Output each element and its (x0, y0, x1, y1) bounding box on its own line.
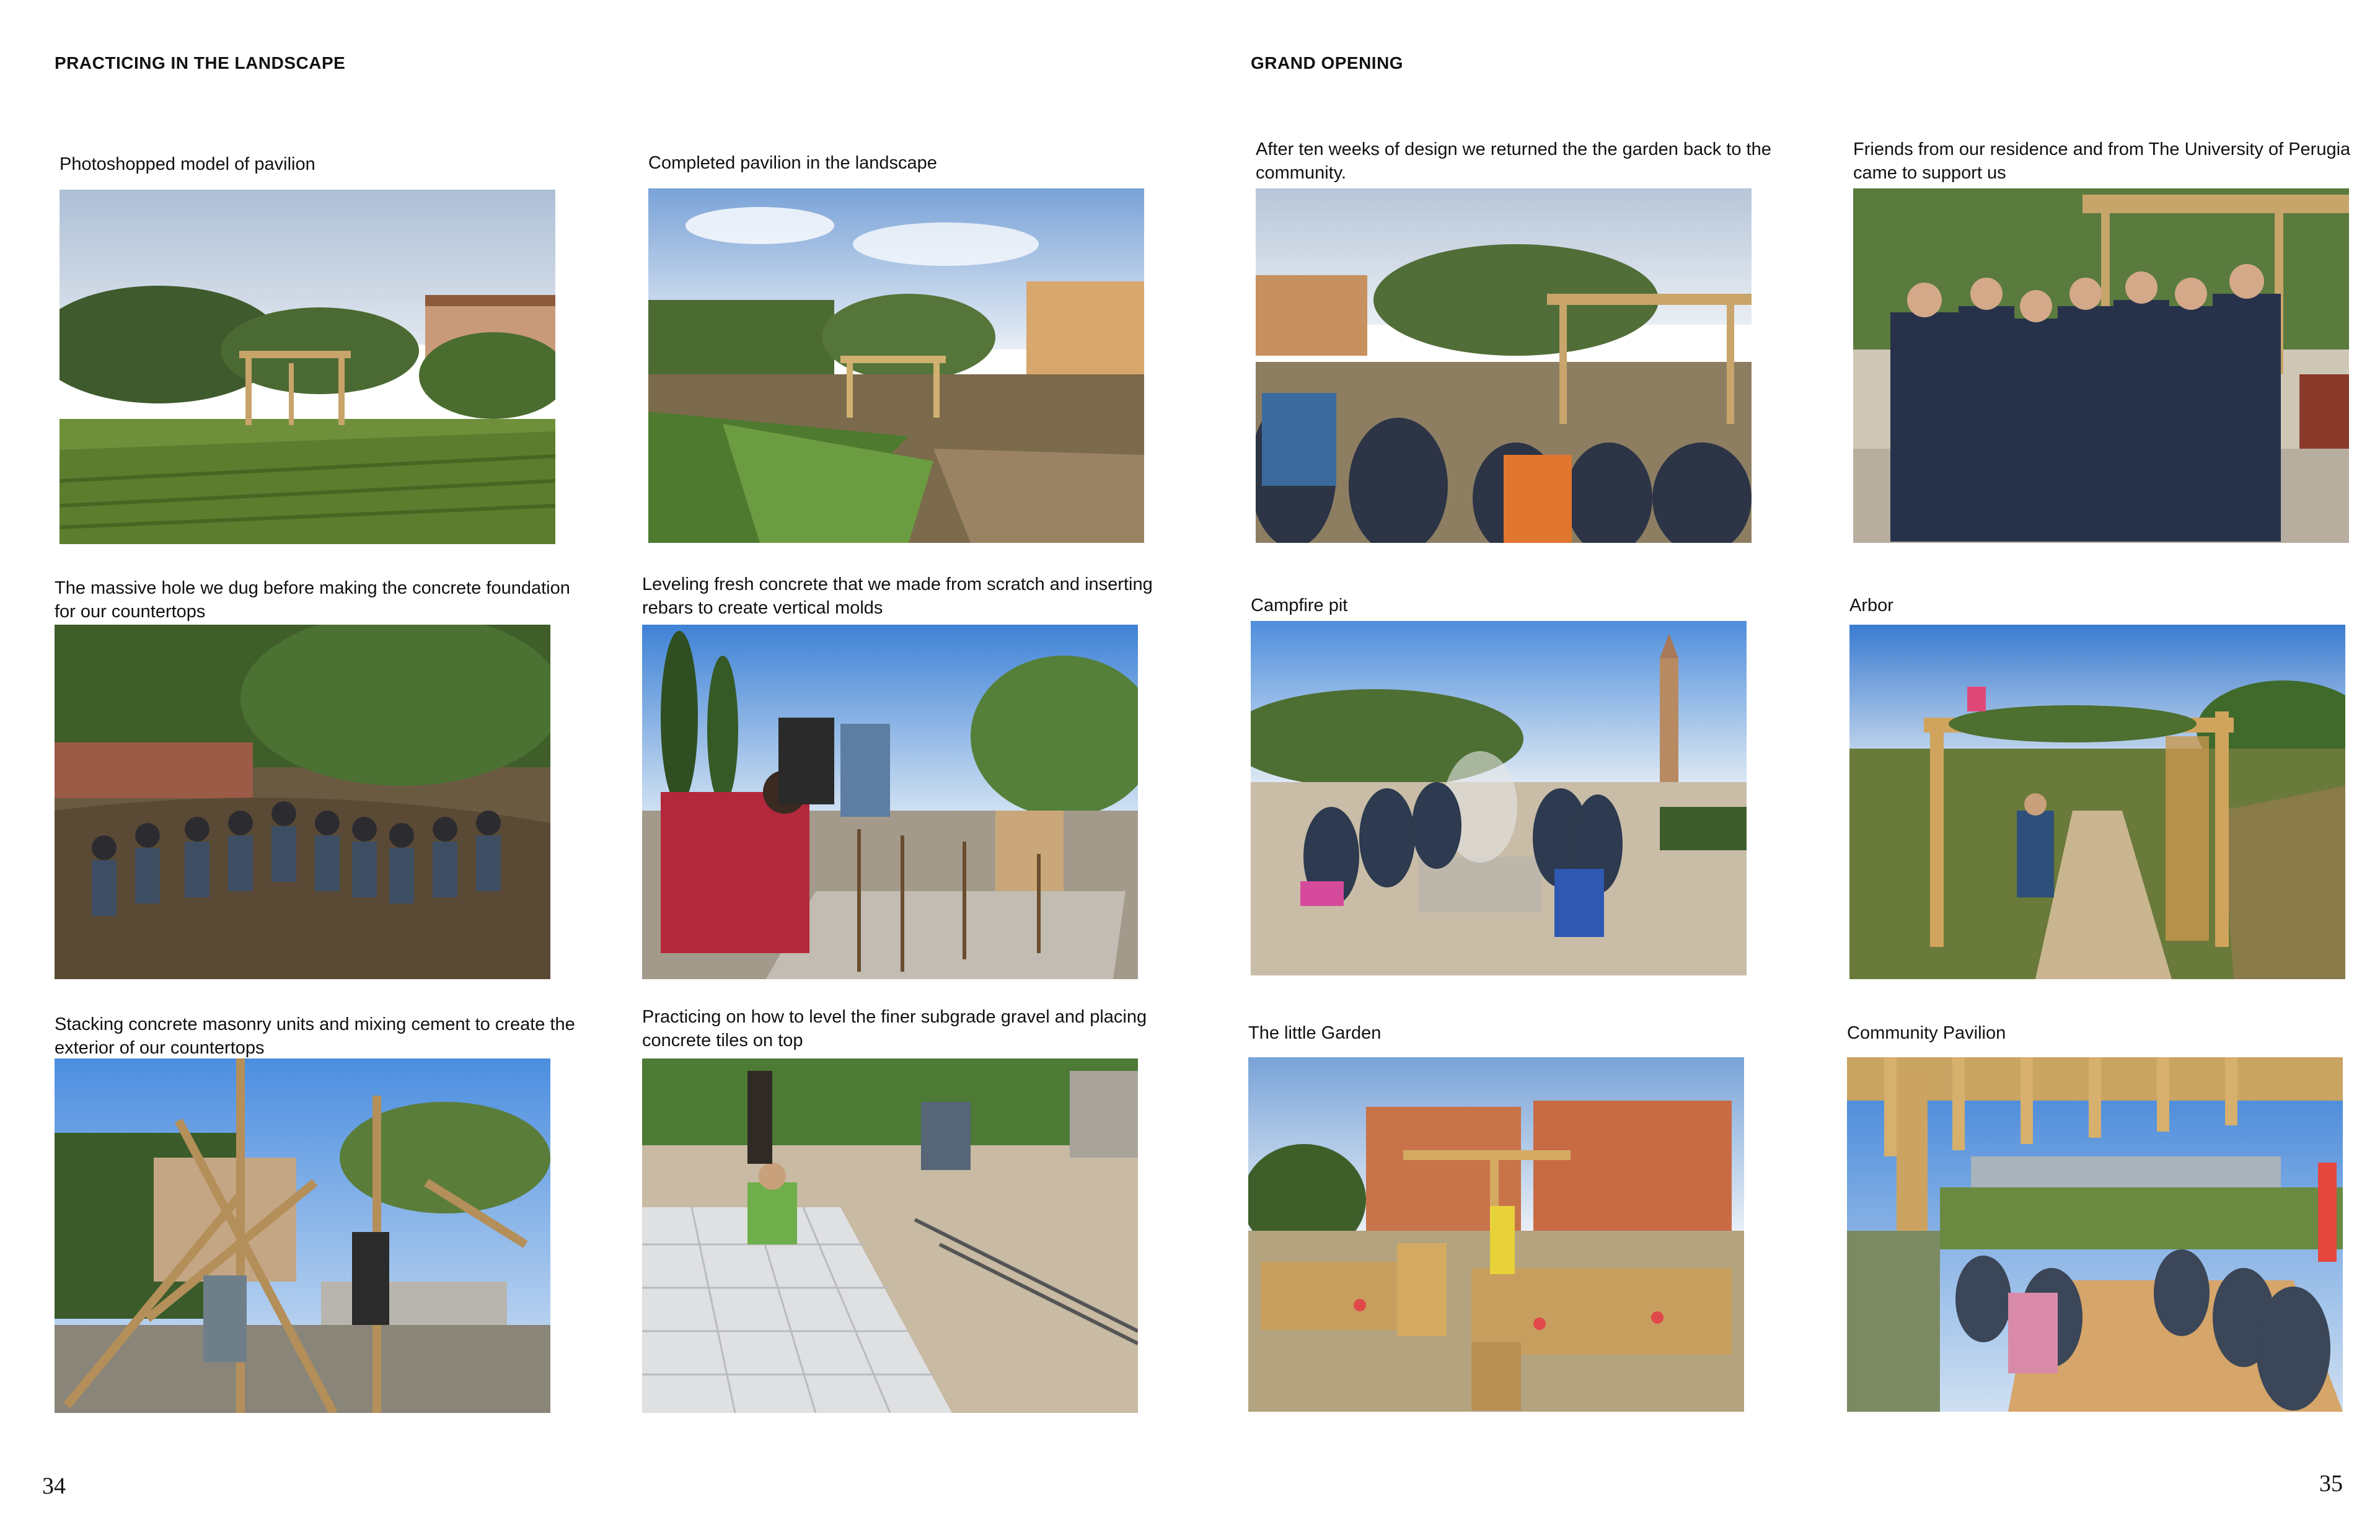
community-gathering-photo (1256, 188, 1752, 543)
pavilion-model-photo (60, 190, 555, 544)
pavilion-built-photo (648, 188, 1144, 543)
photo-caption: Stacking concrete masonry units and mixing cement to create the exterior of our countertops (55, 1014, 575, 1058)
excavation-group-photo (55, 625, 550, 979)
right-page-heading: GRAND OPENING (1251, 53, 1404, 73)
community-pavilion-photo (1847, 1057, 2343, 1412)
arbor-photo (1849, 625, 2345, 979)
group-portrait-photo (1853, 188, 2349, 543)
photo-caption: The little Garden (1248, 1023, 1382, 1043)
photo-caption: Friends from our residence and from The University of Perugia came to support us (1853, 139, 2351, 183)
photo-caption: Completed pavilion in the landscape (648, 153, 937, 173)
photo-caption: Arbor (1849, 596, 1893, 615)
photo-caption: Leveling fresh concrete that we made from scratch and inserting rebars to create vertical molds (642, 574, 1153, 618)
masonry-construction-photo (55, 1058, 550, 1413)
left-page-heading: PRACTICING IN THE LANDSCAPE (55, 53, 346, 73)
photo-caption: Practicing on how to level the finer subgrade gravel and placing concrete tiles on top (642, 1007, 1147, 1050)
photo-caption: After ten weeks of design we returned the the garden back to the community. (1256, 139, 1771, 183)
campfire-pit-photo (1251, 621, 1747, 975)
photo-caption: Campfire pit (1251, 596, 1348, 615)
concrete-leveling-photo (642, 625, 1138, 979)
photo-caption: Community Pavilion (1847, 1023, 2006, 1043)
tiles-gravel-photo (642, 1058, 1138, 1413)
left-page-number: 34 (42, 1473, 66, 1499)
right-page-number: 35 (2319, 1471, 2343, 1497)
little-garden-photo (1248, 1057, 1744, 1412)
photo-caption: The massive hole we dug before making the concrete foundation for our countertops (55, 578, 570, 622)
photo-caption: Photoshopped model of pavilion (60, 154, 315, 174)
